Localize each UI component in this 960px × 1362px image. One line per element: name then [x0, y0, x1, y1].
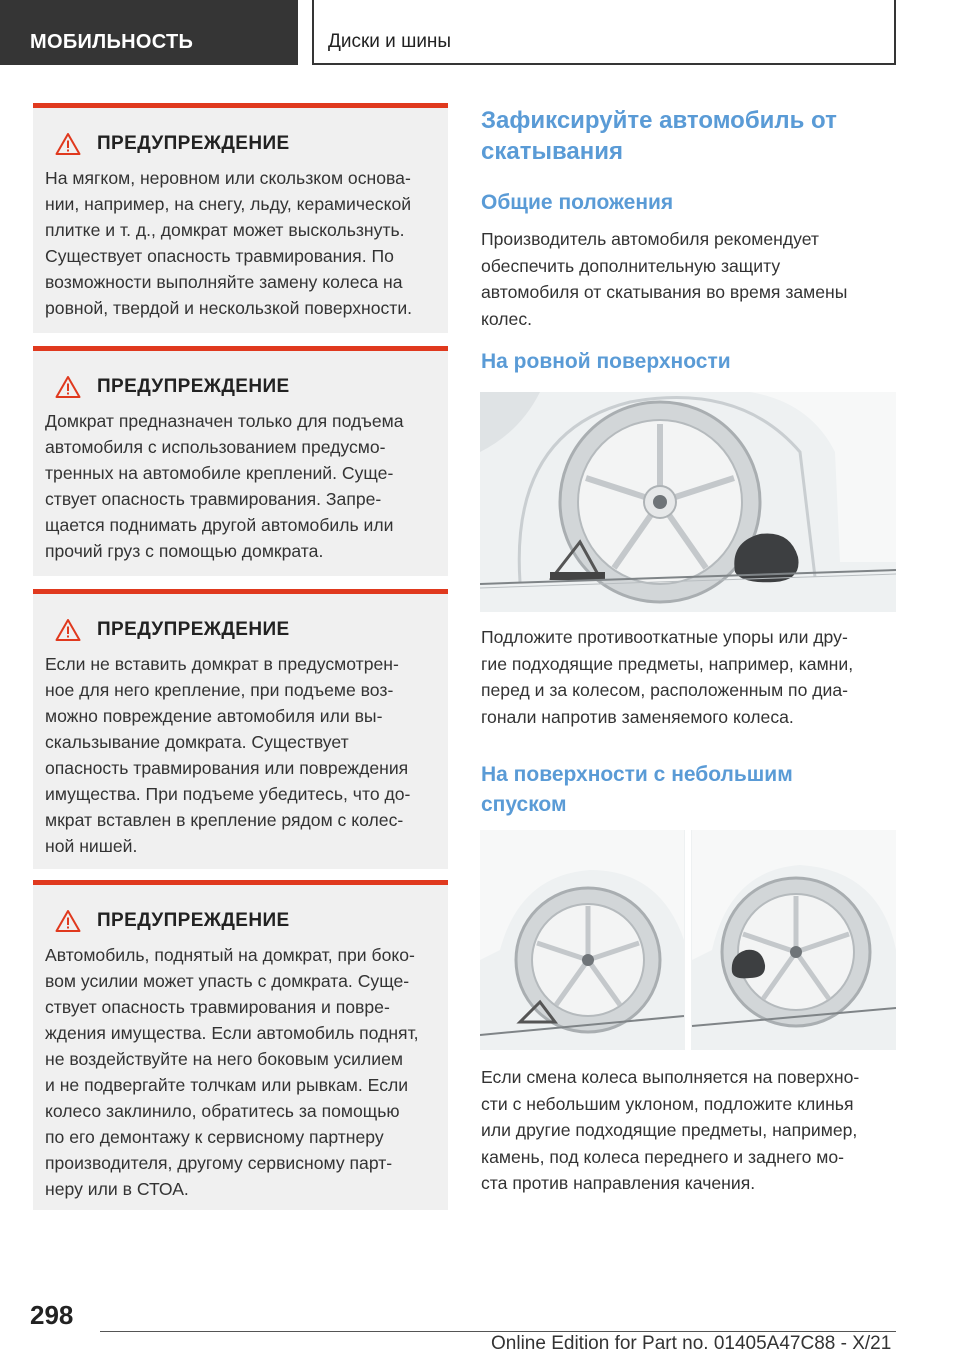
warning-box-3	[33, 589, 448, 869]
page-number: 298	[30, 1300, 74, 1330]
warning-text: Если не вставить домкрат в предусмотрен- ное для него крепление, при подъеме воз- можно повреждение автомобиля или вы- скальзывание домкрата. Существует опасность травмирования или повреждения имущества. При подъеме убедитесь, что до- мкрат вставлен в крепление рядом с колес- ной нишей.	[45, 654, 411, 856]
footer-divider	[100, 1331, 896, 1332]
page-heading: Зафиксируйте автомобиль от скатывания	[481, 107, 837, 165]
general-heading: Общие положения	[481, 191, 674, 214]
section-title: МОБИЛЬНОСТЬ	[0, 0, 298, 65]
warning-box-1	[33, 103, 448, 333]
warning-title: ПРЕДУПРЕЖДЕНИЕ	[97, 376, 290, 397]
slope-paragraph: Если смена колеса выполняется на поверхно- сти с небольшим уклоном, подложите клинья или другие подходящие предметы, например, камень, под колеса переднего и заднего мо- ста против направления качения.	[481, 1067, 860, 1193]
warning-text: На мягком, неровном или скользком основа- нии, например, на снегу, льду, керамической плитке и т. д., домкрат может выскользнуть. Существует опасность травмирования. По возможности выполняйте замену колеса на ровной, твердой и нескользкой поверхности.	[45, 168, 413, 318]
warning-title: ПРЕДУПРЕЖДЕНИЕ	[97, 133, 290, 154]
warning-triangle-icon	[55, 618, 81, 642]
warning-text: Автомобиль, поднятый на домкрат, при боко- вом усилии может упасть с домкрата. Суще- ствует опасность травмирования и повре- ждения имущества. Если автомобиль поднят, не воздействуйте на него боковым усилием и не подвергайте толчкам или рывкам. Если колесо заклинило, обратитесь за помощью по его демонтажу к сервисному партнеру производителя, другому сервисному парт- неру или в СТОА.	[45, 945, 419, 1199]
warning-text: Домкрат предназначен только для подъема автомобиля с использованием предусмо- тренных на автомобиле креплений. Суще- ствует опасность травмирования. Запре- щается поднимать другой автомобиль или прочий груз с помощью домкрата.	[45, 411, 404, 561]
warning-triangle-icon	[55, 132, 81, 156]
flat-surface-heading: На ровной поверхности	[481, 350, 731, 373]
footer-edition: Online Edition for Part no. 01405A47C88 - X/21	[491, 1333, 892, 1354]
warning-box-4	[33, 880, 448, 1210]
chapter-title: Диски и шины	[312, 0, 896, 65]
warning-title: ПРЕДУПРЕЖДЕНИЕ	[97, 619, 290, 640]
flat-surface-paragraph: Подложите противооткатные упоры или дру- гие подходящие предметы, например, камни, перед и за колесом, расположенным по диа- гонали напротив заменяемого колеса.	[481, 627, 854, 727]
flat-surface-illustration	[480, 392, 896, 612]
warning-triangle-icon	[55, 375, 81, 399]
warning-title: ПРЕДУПРЕЖДЕНИЕ	[97, 910, 290, 931]
warning-triangle-icon	[55, 909, 81, 933]
general-paragraph: Производитель автомобиля рекомендует обеспечить дополнительную защиту автомобиля от скатывания во время замены колес.	[481, 229, 848, 329]
slope-heading: На поверхности с небольшим спуском	[481, 763, 793, 816]
slope-illustration	[480, 830, 896, 1050]
warning-box-2	[33, 346, 448, 576]
